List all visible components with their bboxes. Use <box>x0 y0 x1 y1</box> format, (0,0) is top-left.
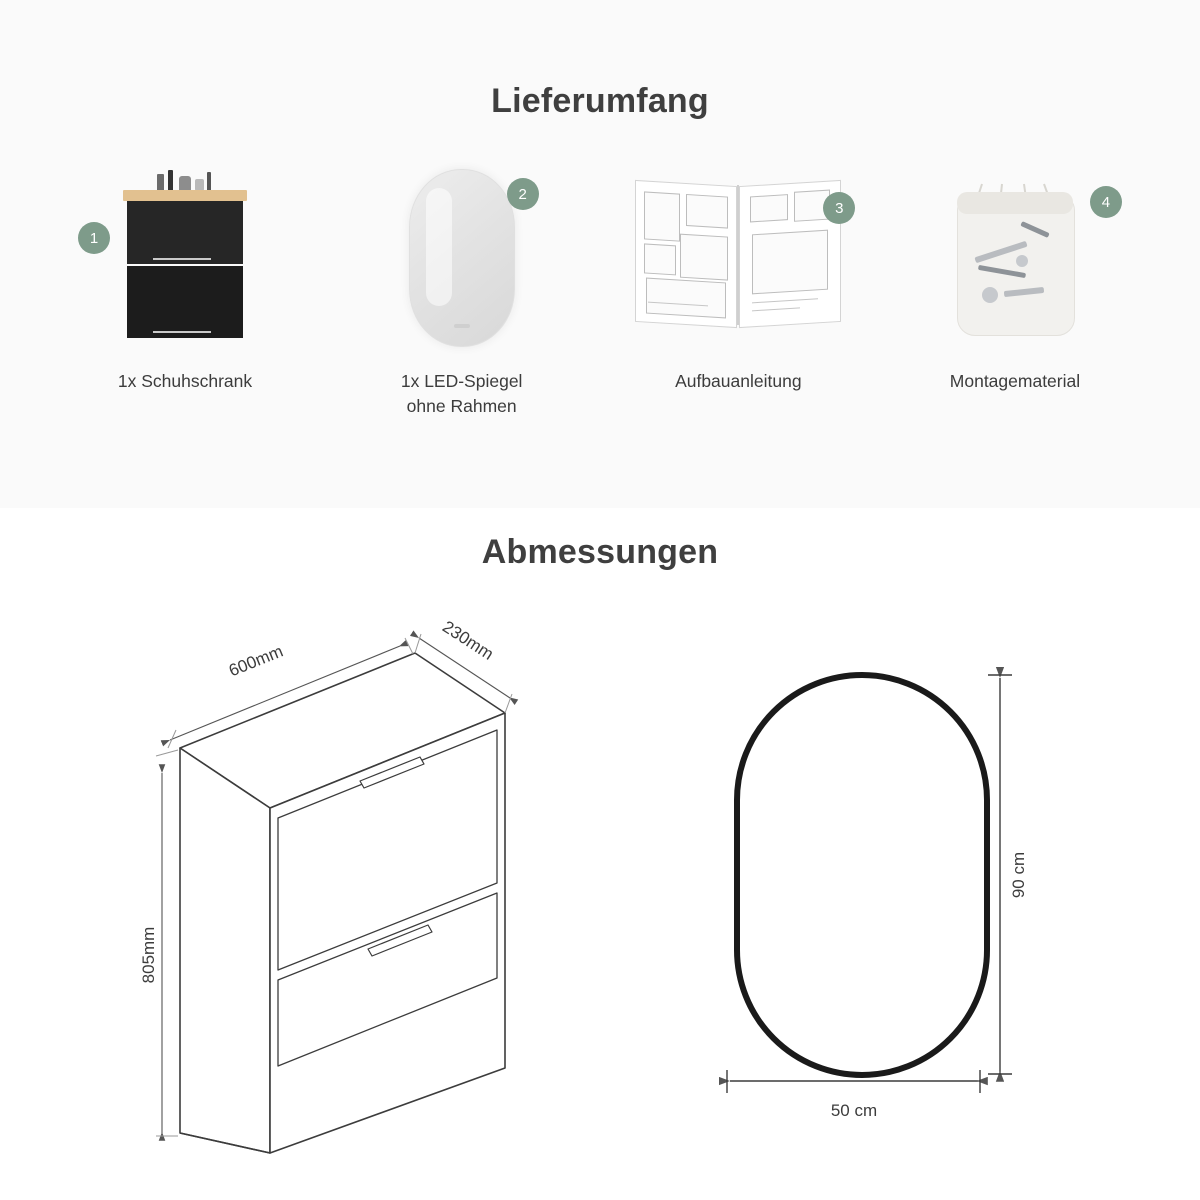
oval-mirror-icon <box>409 169 515 347</box>
cabinet-height-label: 805mm <box>139 926 158 984</box>
scope-item-label-2 <box>401 369 523 420</box>
scope-item-assembly-manual <box>613 150 863 394</box>
dimension-drawings <box>0 508 1200 1200</box>
shoe-cabinet-icon <box>123 168 247 348</box>
manual-illustration <box>613 150 863 365</box>
badge-2: 2 <box>507 178 539 210</box>
mirror-width-label: 50 cm <box>830 1101 878 1120</box>
scope-item-label-4: Montagematerial <box>949 371 1081 391</box>
badge-3: 3 <box>823 192 855 224</box>
manual-booklet-icon <box>635 183 841 333</box>
hardware-bag-illustration <box>890 150 1140 365</box>
mirror-drawing <box>737 675 987 1075</box>
scope-of-delivery-section <box>0 0 1200 508</box>
badge-1: 1 <box>78 222 110 254</box>
mirror-height-dimension <box>988 675 1028 1074</box>
hardware-bag-icon <box>951 178 1079 338</box>
scope-item-label-2-line2: ohne Rahmen <box>406 396 517 417</box>
scope-item-shoe-cabinet <box>60 150 310 394</box>
scope-item-label-2-line1: 1x LED-Spiegel <box>400 371 523 391</box>
mirror-illustration <box>337 150 587 365</box>
scope-section-title: Lieferumfang <box>491 82 709 120</box>
badge-4: 4 <box>1090 186 1122 218</box>
shoe-cabinet-illustration <box>60 150 310 365</box>
scope-item-label-3: Aufbauanleitung <box>675 371 802 391</box>
scope-items-row <box>60 150 1140 450</box>
scope-item-label-1: 1x Schuhschrank <box>117 371 253 391</box>
scope-item-led-mirror <box>337 150 587 420</box>
cabinet-depth-label: 230mm <box>439 616 497 664</box>
mirror-height-label: 90 cm <box>1009 851 1028 899</box>
cabinet-width-label: 600mm <box>226 641 286 681</box>
scope-item-mounting-material <box>890 150 1140 394</box>
cabinet-height-dimension <box>139 750 178 1136</box>
dimensions-section-title: Abmessungen <box>481 533 719 571</box>
cabinet-drawing <box>180 653 505 1153</box>
